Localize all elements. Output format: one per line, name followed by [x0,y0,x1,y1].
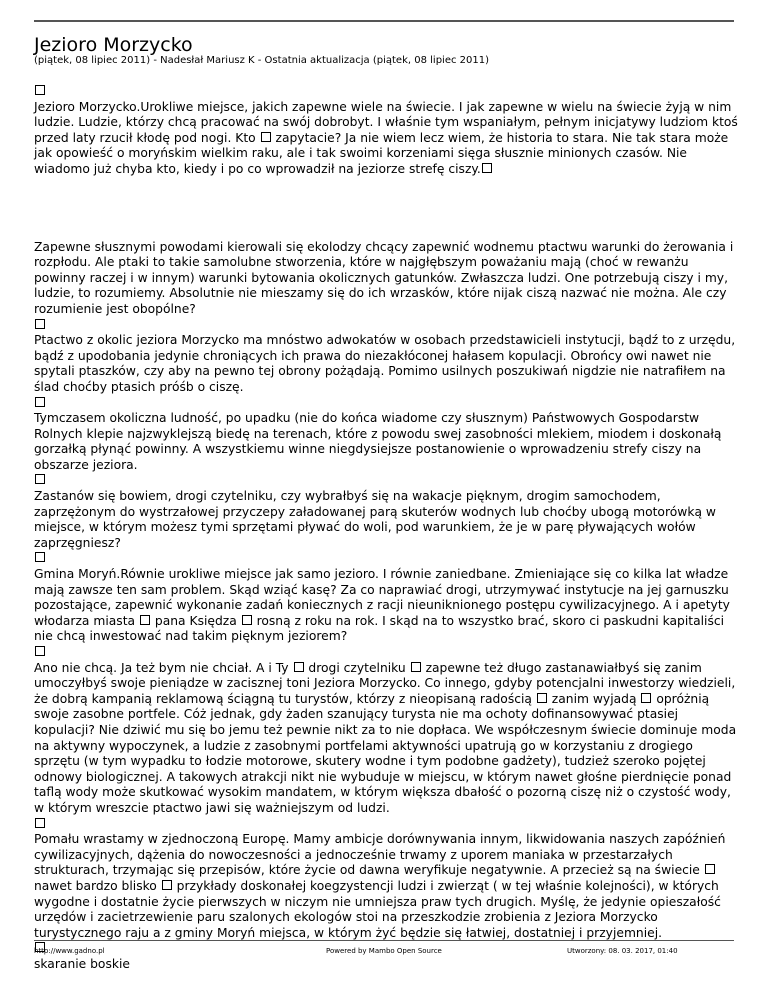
missing-glyph-icon [294,662,304,672]
missing-glyph-icon [35,818,45,828]
paragraph-1 [34,100,738,178]
missing-glyph-icon-line [34,645,738,661]
paragraph-8-text-a: Pomału wrastamy w zjednoczoną Europę. Mamy ambicje dorównywania innym, likwidowania naszych zapóźnień cywilizacyjnych, dążenia do nowoczesności a jednocześnie trwamy z uporem maniaka w przestarzałych strukturach, trzymając się przepisów, które życie od dawna weryfikuje negatywnie. A przecież są na świecie [34,832,726,878]
paragraph-8-text-c: przykłady doskonałej koegzystencji ludzi i zwierząt ( w tej właśnie kolejności), w których wygodne i dostatnie życie pierwszych w niczym nie umniejsza praw tych drugich. Myślę, że jedynie opieszałość urzędów i zacietrzewienie paru szalonych ekologów stoi na przeszkodzie zrobienia z Jeziora Morzycko turystycznego raju a z gminy Moryń miejsca, w którym żyć będzie się łatwiej, dostatniej i przyjemniej. [34,878,721,940]
footer-powered-by: Powered by Mambo Open Source [326,947,442,955]
missing-glyph-icon [411,662,421,672]
paragraph-3: Ptactwo z okolic jeziora Morzycko ma mnóstwo adwokatów w osobach przedstawicieli instytucji, bądź to z urzędu, bądź z upodobania jedynie chroniących ich prawa do niezakłóconej hałasem kopulacji. Obrońcy owi nawet nie spytali ptaszków, czy aby na pewno tej obrony pożądają. Pomimo usilnych poszukiwań nigdzie nie natrafiłem na ślad choćby ptasich próśb o ciszę. [34,333,736,394]
paragraph-7-text-e: opróżnią swoje zasobne portfele. Cóż jednak, gdy żaden szanujący turysta nie ma ochoty dofinansowywać ptasiej kopulacji? Nie dziwić mu się bo jemu też pewnie nikt za to nie dopłaca. We współczesnym świecie dominuje moda na aktywny wypoczynek, a ludzie z zasobnymi portfelami aktywności upatrują go w korzystaniu z drogiego sprzętu (w tym wypadku to łodzie motorowe, skutery wodne i tym podobne gadżety), tudzież szeroko pojętej odnowy biologicznej. A takowych atrakcji nikt nie wybuduje w miejscu, w którym nawet głośne pierdnięcie ponad taflą wody może skutkować wysokim mandatem, w którym większa dbałość o pozorną ciszę niż o czystość wody, w którym wreszcie ptactwo jawi się ważniejszym od ludzi. [34,691,737,815]
missing-glyph-icon [705,864,715,874]
paragraph-6-text-a: Gmina Moryń.Równie urokliwe miejsce jak samo jezioro. I równie zaniedbane. Zmieniające się co kilka lat władze mają zawsze ten sam problem. Skąd wziąć kasę? Za co naprawiać drogi, utrzymywać instytucje na jej garnuszku pozostające, zapewnić wykonanie zadań koniecznych z racji nieuniknionego postępu cywilizacyjnego. A i apetyty włodarza miasta [34,567,730,628]
paragraph-6-text-b: pana Księdza [154,613,237,628]
paragraph-6-text-c: rosną z roku na rok. I skąd na to wszystko brać, skoro ci paskudni kapitaliści nie chcą inwestować nad takim pięknym jeziorem? [34,613,725,644]
missing-glyph-icon-line [34,551,738,567]
missing-glyph-icon [140,615,150,625]
missing-glyph-icon [35,552,45,562]
paragraph-gap [34,178,738,240]
paragraph-7-text-b: drogi czytelniku [308,660,406,675]
paragraph-1-text-b: zapytacie? Ja nie wiem lecz wiem, że historia to stara. Nie tak stara może jak opowieść o moryńskim wielkim raku, ale i tak swoimi korzeniami sięga słusznie minionych czasów. Nie wiadomo już chyba kto, kiedy i po co wprowadził na jeziorze strefę ciszy. [34,130,729,176]
missing-glyph-icon [641,693,651,703]
missing-glyph-icon-line [34,396,738,412]
paragraph-7-text-d: zanim wyjadą [551,691,637,706]
missing-glyph-icon [242,615,252,625]
missing-glyph-icon-line [34,817,738,833]
missing-glyph-icon [35,319,45,329]
article-body [34,84,738,972]
bottom-divider [34,940,734,941]
missing-glyph-icon [482,163,492,173]
top-divider [34,20,734,22]
missing-glyph-icon [35,646,45,656]
paragraph-7-text-c: zapewne też długo zastanawiałbyś się zanim umoczyłbyś swoje pieniądze w zacisznej toni Jeziora Morzycko. Co innego, gdyby potencjalni inwestorzy wiedzieli, że dobrą kampanią reklamową ściągną tu turystów, którzy z nieopisaną radością [34,660,736,706]
paragraph-7-text-a: Ano nie chcą. Ja też bym nie chciał. A i Ty [34,660,289,675]
paragraph-2: Zapewne słusznymi powodami kierowali się ekolodzy chcący zapewnić wodnemu ptactwu warunki do żerowania i rozpłodu. Ale ptaki to takie samolubne stworzenia, które w najgłębszym poważaniu mają (choć w rewanżu powinny raczej i w innym) warunki bytowania okolicznych gatunków. Zwłaszcza ludzi. One potrzebują ciszy i my, ludzie, to rozumiemy. Absolutnie nie mieszamy się do ich wrzasków, które nijak ciszą nazwać nie można. Ale czy rozumienie jest obopólne? [34,239,734,316]
missing-glyph-icon [35,85,45,95]
paragraph-8-text-b: nawet bardzo blisko [34,878,157,893]
footer-site-url: http://www.gadno.pl [34,947,105,955]
article-title: Jezioro Morzycko [34,34,193,56]
missing-glyph-icon [35,397,45,407]
paragraph-8 [34,832,738,941]
paragraph-1-text-a: Jezioro Morzycko.Urokliwe miejsce, jakich zapewne wiele na świecie. I jak zapewne w wielu na świecie żyją w nim ludzie. Ludzie, którzy chcą pracować na swój dobrobyt. I właśnie tym wspaniałym, pełnym inicjatywy ludziom ktoś przed laty rzucił kłodę pod nogi. Kto [34,99,738,145]
footer-created-date: Utworzony: 08. 03. 2017, 01:40 [567,947,678,955]
paragraph-6 [34,567,738,645]
missing-glyph-icon-line [34,473,738,489]
missing-glyph-icon-line [34,318,738,334]
paragraph-7 [34,661,738,817]
paragraph-4: Tymczasem okoliczna ludność, po upadku (nie do końca wiadome czy słusznym) Państwowych Gospodarstw Rolnych klepie najzwyklejszą biedę na terenach, które z powodu swej zasobności mlekiem, miodem i doskonałą gorzałką płynąć powinny. A wszystkiemu winne niegdysiejsze postanowienie o wprowadzeniu strefy ciszy na obszarze jeziora. [34,411,722,472]
missing-glyph-icon [162,880,172,890]
paragraph-5: Zastanów się bowiem, drogi czytelniku, czy wybrałbyś się na wakacje pięknym, drogim samochodem, zaprzężonym do wystrzałowej przyczepy załadowanej parą skuterów wodnych lub choćby ubogą motorówką w miejsce, w którym możesz tymi sprzętami pływać do woli, pod warunkiem, że je w parę pływających wołów zaprzęgniesz? [34,489,716,550]
article-meta: (piątek, 08 lipiec 2011) - Nadesłał Mariusz K - Ostatnia aktualizacja (piątek, 08 lipiec 2011) [34,55,489,66]
missing-glyph-icon [537,693,547,703]
missing-glyph-icon-line [34,84,738,100]
signature: skaranie boskie [34,956,130,971]
missing-glyph-icon [35,474,45,484]
missing-glyph-icon [261,132,271,142]
